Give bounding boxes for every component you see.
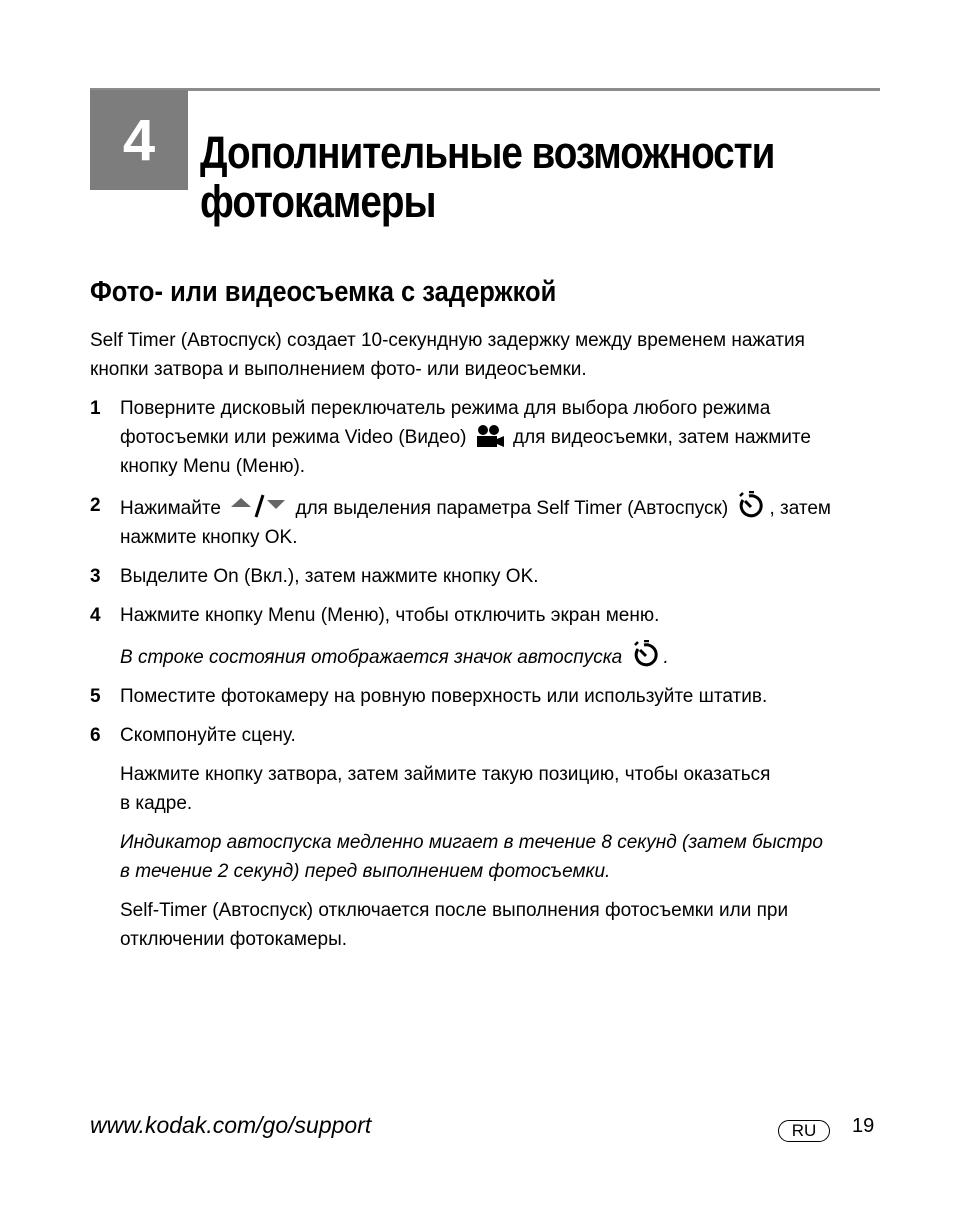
step-6-paragraph: Self-Timer (Автоспуск) отключается после выполнения фотосъемки или при отключении фотокамеры. (120, 900, 789, 950)
step-4-note: В строке состояния отображается значок автоспуска . (90, 640, 880, 672)
body-text (90, 326, 880, 964)
up-down-arrows-icon (229, 493, 287, 519)
self-timer-icon (631, 640, 661, 668)
intro-paragraph: Self Timer (Автоспуск) создает 10-секундную задержку между временем нажатия кнопки затвора и выполнением фото- или видеосъемки. (90, 330, 805, 380)
step-number: 6 (90, 725, 101, 746)
step-3: 3 Выделите On (Вкл.), затем нажмите кнопку OK. (90, 562, 880, 591)
step-number: 3 (90, 566, 101, 587)
footer-url: www.kodak.com/go/support (90, 1112, 372, 1138)
step-5: 5 Поместите фотокамеру на ровную поверхность или используйте штатив. (90, 682, 880, 711)
page-number: 19 (852, 1115, 875, 1137)
section-title: Фото- или видеосъемка с задержкой (90, 276, 557, 308)
chapter-title (200, 128, 785, 226)
step-1: 1 Поверните дисковый переключатель режима для выбора любого режима фотосъемки или режима Video (Видео) для видеосъемки, затем нажмите кнопку Menu (Меню). (90, 394, 880, 481)
video-camera-icon (475, 424, 505, 448)
chapter-rule (90, 88, 880, 91)
chapter-number: 4 (90, 90, 188, 190)
step-number: 2 (90, 495, 101, 516)
step-4: 4 Нажмите кнопку Menu (Меню), чтобы отключить экран меню. (90, 601, 880, 630)
step-number: 5 (90, 686, 101, 707)
language-badge: RU (778, 1120, 830, 1142)
step-6-paragraph: Нажмите кнопку затвора, затем займите такую позицию, чтобы оказаться в кадре. (120, 764, 771, 814)
step-6-note: Индикатор автоспуска медленно мигает в течение 8 секунд (затем быстро в течение 2 секунд) перед выполнением фотосъемки. (120, 832, 823, 882)
step-2: 2 Нажимайте для выделения параметра Self Timer (Автоспуск) , затем нажмите кнопку OK. (90, 491, 880, 552)
self-timer-icon (736, 491, 766, 519)
chapter-title-line: фотокамеры (200, 176, 436, 227)
chapter-title-line: Дополнительные возможности (200, 127, 775, 178)
step-6: 6 Скомпонуйте сцену. (90, 721, 880, 750)
step-number: 4 (90, 605, 101, 626)
step-number: 1 (90, 398, 101, 419)
